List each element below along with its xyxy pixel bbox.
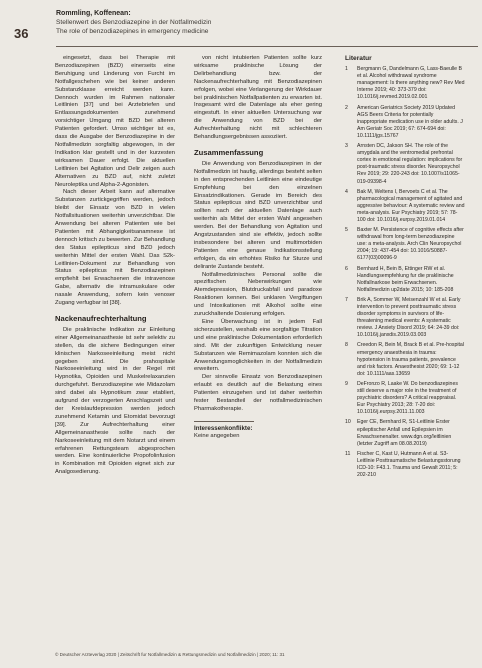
body-paragraph: von nicht intubierten Patienten sollte kurz wirksame praklinische Lösung der Delirbehandlung bzw. der Nackenaufrechterhaltung mit Benzodiazepinen erfolgen, wobei eine Verlangerung der Wirkdauer bei praklinischen Notfallpatienten zu erwarten ist. Insgesamt wird die Datenlage als eher gering eingestuft. In einer aktuellen Untersuchung war die Anwendung von BZD bei der Aufrechterhaltung nicht mit schlechteren Behandlungsergebnissen assoziiert. [194, 55, 322, 141]
body-paragraph: Die Anwendung von Benzodiazepinen in der Notfallmedizin ist haufig, allerdings besteht selten in den entsprechenden Leitlinien eine eindeutige Empfehlung bei den einzelnen Einsatzindikationen. Gerade im Bereich des Status epilepticus sind BZD unverzichtbar und sollten nach der aktuellen Datenlage auch weiterhin als Mittel der ersten Wahl angesehen werden. Bei der Behandlung von Agitation und Angstzustanden sind sie effektiv, jedoch sollte insbesondere bei alteren und multimorbiden Patienten eine genaue Indikationsstellung erfolgen, da ein erhohtes Risiko fur Sturze und delirante Zustande besteht. [194, 160, 322, 270]
reference-item [345, 105, 465, 140]
page-header [8, 8, 478, 46]
reference-item [345, 342, 465, 377]
body-paragraph: Nach dieser Arbeit kann auf alternative Substanzen zurtickgegriffen werden, jedoch bleibt der Einsatz von BZD in vielen Notfallsituationen weiterhin unverzichtbar. Die Anwendung bei alteren Patienten wie bei Patienten mit Abhangigkeitsanamnese ist dennoch kritisch zu bewerten. Zur Behandlung des Status epilepticus sind BZD jedoch weiterhin Mittel der ersten Wahl. Das S2k-Leitlinien-Dokument zur Behandlung von Status epilepticus mit Benzodiazepinen empfiehlt bei Erwachsenen die intravenose Gabe, alternativ die intramuskulare oder nasale Anwendung, sofern kein venoser Zugang verfugbar ist [38]. [55, 189, 175, 307]
body-paragraph: eingesetzt, dass bei Therapie mit Benzodiazepinen (BZD) einerseits eine Beruhigung und Linderung von Furcht im Notfallgeschehen wie bei keiner anderen Substanzklasse erreicht werden kann. Dennoch wurden im Rahmen nationaler Leitlinien [37] und bei Arztebriefen und Entlassungsdokumenten zunehmend vorsichtiger Umgang mit BZD bei alteren Patienten gefordert. Umso wichtiger ist es, dass die Ausgabe der Benzodiazepine in der Notfallmedizin sorgfaltig abgewogen, in der Indikation klar gestellt und in der kurzesten wirksamen Dauer erfolgt. Die aktuellen Leitlinien bei Agitation und Delir zeigen auch Alternativen zu BZD auf, nicht zuletzt Neuroleptika und Alpha-2-Agonisten. [55, 55, 175, 188]
reference-text: DeFronzo R, Laake W. Do benzodiazepines still deserve a major role in the treatment of psychiatric disorders? A critical reappraisal. Eur Psychiatry 2013; 28: 7-20 doi: 10.1016/j.eurpsy.2011.11.003 [357, 380, 458, 416]
reference-text: Baxter M. Persistence of cognitive effects after withdrawal from long-term benzodiazepine use: a meta-analysis. Arch Clin Neuropsychol 2004; 19: 437-454 doi: 10.1016/S0887-6177(03)00096-9 [357, 227, 464, 262]
running-head-authors: Rommling, Koffenean: [56, 10, 131, 17]
reference-item [345, 66, 465, 101]
reference-text: Brik A, Sommer W, Meisenzahl W et al. Early intervention to prevent posttraumatic stress disorder symptoms in survivors of life-threatening medical events: A systematic review. J Anxiety Disord 2019; 64: 24-39 doi: 10.1016/j.janxdis.2019.03.003 [357, 296, 461, 339]
reference-number: 1 [345, 66, 348, 73]
reference-item [345, 189, 465, 224]
reference-number: 7 [345, 296, 348, 303]
column-middle [194, 55, 322, 441]
column-left [55, 55, 175, 477]
reference-text: Eger CE, Bernhard R, S1-Leitlinie Erster epileptischer Anfall und Epilepsien im Erwachsenenalter. www.dgn.org/leitlinien (letzter Zugriff am 08.08.2019) [357, 419, 452, 447]
reference-number: 10 [345, 419, 351, 426]
reference-text: Bernhard H, Bein B, Ettinger RW et al. Handlungsempfehlung fur die praklinische Notfallnarkose beim Erwachsenen. Notfallmedizin up2date 2015; 10: 185-208 [357, 265, 454, 293]
reference-item [345, 266, 465, 294]
running-head-title-de: Stellenwert des Benzodiazepine in der Notfallmedizin [56, 19, 212, 26]
reference-item [345, 381, 465, 416]
reference-item [345, 419, 465, 447]
conflict-body: Keine angegeben [194, 432, 240, 439]
reference-number: 2 [345, 104, 348, 111]
reference-text: Fischer C, Kast U, Hutmann A et al. S3-Leitlinie Posttraumatische Belastungsstorung ICD-10: F43.1. Trauma und Gewalt 2011; 5: 202-210 [357, 450, 461, 479]
running-head-title-en: The role of benzodiazepines in emergency medicine [56, 28, 209, 35]
reference-item [345, 451, 465, 479]
body-paragraph: Die praklinische Indikation zur Einleitung einer Allgemeinanasthesie ist sehr selektiv zu stellen, da die sichere Bedingungen einer klinischen Narkoseeinleitung meist nicht gegeben sind. Die prahospitale Narkoseeinleitung wird in der Regel mit Hypnotika, Opioiden und Muskelrelaxanzien durchgefuhrt. Benzodiazepine wie Midazolam sind dabei als Hypnotikum zwar etabliert, aufgrund der verzogerten Anschlagszeit und der Kreislaufdepression werden jedoch zunehmend Ketamin und Etomidat bevorzugt [39]. Zur Aufrechterhaltung einer Allgemeinanasthesie sollte nach der Narkoseeinleitung mit dem Notarzt und einem erfahrenen Rettungsteam abgesprochen werden. Eine kontinuierliche Propofolinfusion in Kombination mit Opioiden eignet sich zur Analgosedierung. [55, 326, 175, 476]
running-head [56, 9, 211, 36]
references-column [345, 55, 465, 482]
reference-item [345, 143, 465, 186]
reference-number: 6 [345, 265, 348, 272]
reference-number: 11 [345, 450, 351, 457]
page-footer: © Deutscher Arzteverlag 2020 | Zeitschrift fur Notfallmedizin & Rettungsmedizin und Notfallmedizin | 2020; 11: 31 [55, 652, 285, 657]
reference-text: Arnsten DC, Jakson SH. The role of the amygdala and the ventromedial prefrontal cortex in emotional regulation: implications for post-traumatic stress disorder. Neuropsychol Rev 2019; 29: 220-243 doi: 10.1007/s11065-019-09398-4 [357, 143, 463, 185]
page-number: 36 [14, 26, 29, 41]
section-heading: Nackenaufrechterhaltung [55, 314, 147, 323]
body-paragraph: Notfallmedizinisches Personal sollte die spezifischen Nebenwirkungen wie Atemdepression, Blutdruckabfall und paradoxe Reaktionen kennen. Bei unklaren Vergiftungen und Intoxikationen mit Alkohol sollte eine zuruckhaltende Dosierung erfolgen. [194, 271, 322, 318]
reference-list [345, 66, 465, 479]
body-paragraph: Eine Überwachung ist in jedem Fall sicherzustellen, weshalb eine sorgfaltige Titration und eine praklinische Dokumentation erforderlich sind. Mit der zukunftigen Entwicklung neuer Substanzen wie Remimazolam konnten sich die Anwendungsmoglichkeiten in der Notfallmedizin erweitern. [194, 319, 322, 373]
reference-item [345, 297, 465, 340]
reference-text: Creedon R, Bein M, Brack B et al. Pre-hospital emergency anaesthesia in trauma: hypotension in trauma patients, prevalence and risk factors. Anaesthesist 2020; 69: 1-12 doi: 10.1111/aas.13659 [357, 342, 464, 377]
reference-text: American Geriatrics Society 2019 Updated AGS Beers Criteria for potentially inappropriate medication use in older adults. J Am Geriatr Soc 2019; 67: 674-694 doi: 10.1111/jgs.15767 [357, 104, 463, 139]
reference-number: 8 [345, 342, 348, 349]
section-heading: Zusammenfassung [194, 147, 264, 157]
conflict-heading: Interessenkonflikte: [194, 424, 253, 432]
reference-number: 3 [345, 143, 348, 150]
reference-item [345, 227, 465, 262]
reference-text: Bak M, Weltens I, Bervoets C et al. The pharmacological management of agitated and aggressive behaviour: A systematic review and meta-analysis. Eur Psychiatry 2019; 57: 78-100 doi: 10.1016/j.eurpsy.2019.01.014 [357, 188, 465, 223]
reference-number: 9 [345, 380, 348, 387]
references-heading: Literatur [345, 55, 372, 62]
conflict-divider [194, 421, 254, 422]
reference-number: 5 [345, 227, 348, 234]
header-divider [56, 46, 478, 47]
reference-number: 4 [345, 188, 348, 195]
body-paragraph: Der sinnvolle Einsatz von Benzodiazepinen erlaubt es deutlich auf die Belastung eines Patienten einzugehen und ist daher weiterhin fester Bestandteil der notfallmedizinischen Pharmakotherapie. [194, 374, 322, 412]
reference-text: Bergmann G, Dandelmann G, Lass-Baeulle B et al. Alcohol withdrawal syndrome management: Is there anything new? Rev Med Interne 2019; 40: 373-379 doi: 10.1016/j.revmed.2019.02.001 [357, 66, 465, 101]
